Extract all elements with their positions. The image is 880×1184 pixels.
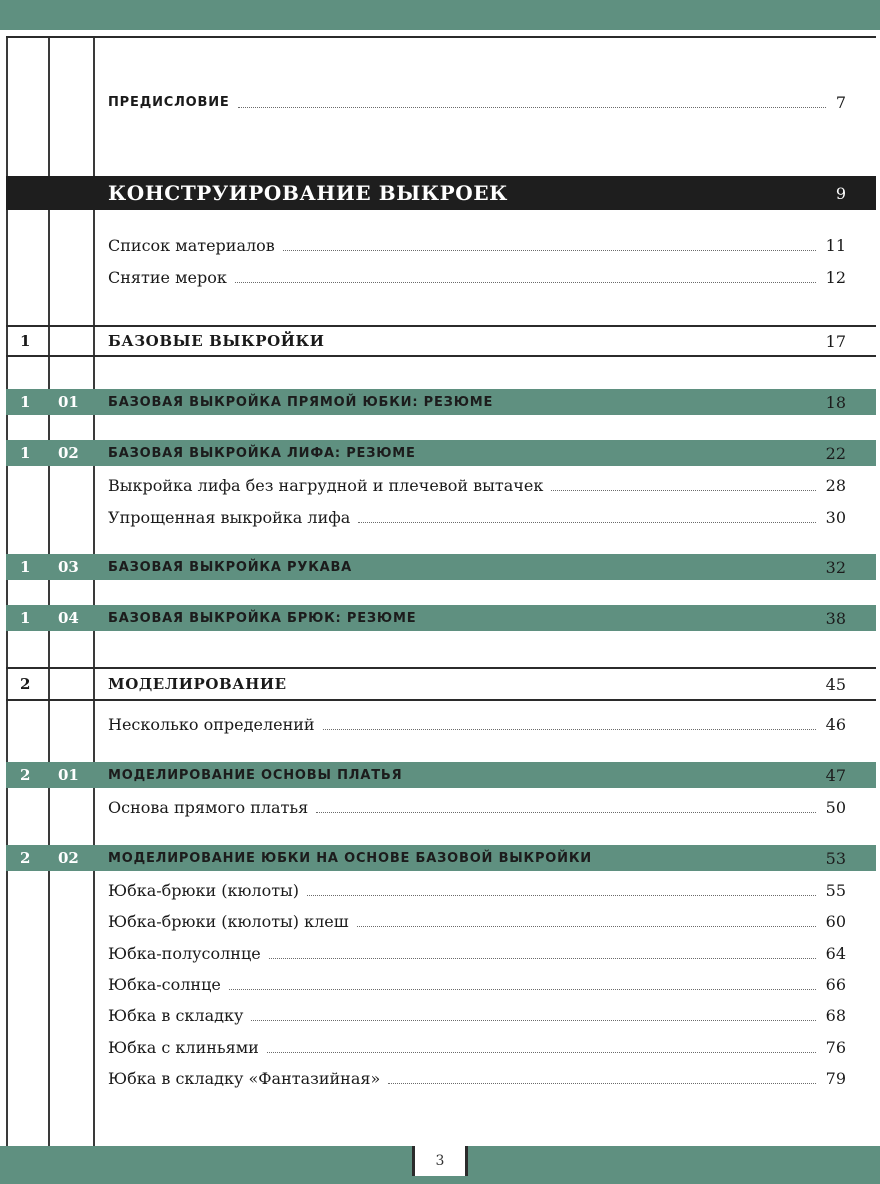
dot-leader — [316, 812, 815, 813]
toc-section-page: 18 — [825, 392, 846, 412]
toc-entry-page: 60 — [825, 911, 846, 931]
chapter-number: 1 — [20, 558, 31, 576]
dot-leader — [269, 958, 816, 959]
chapter-number: 2 — [20, 675, 31, 693]
toc-section-title: БАЗОВАЯ ВЫКРОЙКА РУКАВА — [108, 559, 353, 575]
toc-entry[interactable] — [6, 999, 876, 1031]
toc-chapter-heading[interactable] — [6, 667, 876, 701]
toc-entry-page: 28 — [825, 475, 846, 495]
toc-section-page: 32 — [825, 557, 846, 577]
toc-part-heading[interactable] — [6, 176, 876, 210]
chapter-number: 1 — [20, 609, 31, 627]
toc-entry[interactable] — [6, 501, 876, 533]
toc-chapter-heading[interactable] — [6, 325, 876, 357]
section-number: 02 — [58, 849, 79, 867]
top-color-band — [0, 0, 880, 30]
toc-entry-page: 12 — [825, 267, 846, 287]
toc-chapter-title: БАЗОВЫЕ ВЫКРОЙКИ — [108, 332, 325, 350]
toc-section-heading[interactable] — [6, 389, 876, 415]
toc-entry-label: Юбка-брюки (кюлоты) клеш — [108, 911, 349, 931]
toc-section-title: БАЗОВАЯ ВЫКРОЙКА ЛИФА: РЕЗЮМЕ — [108, 445, 416, 461]
toc-section-title: МОДЕЛИРОВАНИЕ ОСНОВЫ ПЛАТЬЯ — [108, 767, 403, 783]
dot-leader — [283, 250, 816, 251]
toc-entry-preface[interactable] — [6, 86, 876, 118]
toc-chapter-page: 17 — [825, 331, 846, 351]
toc-entry-label: Упрощенная выкройка лифа — [108, 507, 351, 527]
toc-part-page: 9 — [835, 183, 846, 203]
toc-entry[interactable] — [6, 1031, 876, 1063]
section-number: 02 — [58, 444, 79, 462]
dot-leader — [388, 1083, 815, 1084]
toc-entry-label: Юбка-полусолнце — [108, 943, 261, 963]
toc-section-title: МОДЕЛИРОВАНИЕ ЮБКИ НА ОСНОВЕ БАЗОВОЙ ВЫКРОЙКИ — [108, 850, 592, 866]
toc-section-page: 47 — [825, 765, 846, 785]
toc-entry[interactable] — [6, 874, 876, 906]
toc-section-heading[interactable] — [6, 762, 876, 788]
toc-section-title: БАЗОВАЯ ВЫКРОЙКА БРЮК: РЕЗЮМЕ — [108, 610, 417, 626]
toc-entry-page: 55 — [825, 880, 846, 900]
toc-entry-label: Снятие мерок — [108, 267, 227, 287]
chapter-number: 1 — [20, 393, 31, 411]
toc-entry-label: Юбка в складку «Фантазийная» — [108, 1068, 381, 1088]
toc-entry[interactable] — [6, 791, 876, 823]
toc-entry[interactable] — [6, 469, 876, 501]
dot-leader — [357, 926, 816, 927]
toc-entry-page: 46 — [825, 714, 846, 734]
toc-entry-label: Выкройка лифа без нагрудной и плечевой вытачек — [108, 475, 544, 495]
toc-entry-label: ПРЕДИСЛОВИЕ — [108, 94, 230, 110]
toc-section-heading[interactable] — [6, 440, 876, 466]
toc-entry-label: Юбка с клиньями — [108, 1037, 259, 1057]
toc-entry[interactable] — [6, 1062, 876, 1094]
section-number: 01 — [58, 393, 79, 411]
toc-entry-page: 66 — [825, 974, 846, 994]
toc-entry-page: 50 — [825, 797, 846, 817]
toc-entry-page: 7 — [835, 92, 846, 112]
toc-entry[interactable] — [6, 968, 876, 1000]
toc-entry-label: Юбка-брюки (кюлоты) — [108, 880, 300, 900]
toc-entry-page: 64 — [825, 943, 846, 963]
dot-leader — [235, 282, 816, 283]
dot-leader — [323, 729, 816, 730]
toc-part-title: КОНСТРУИРОВАНИЕ ВЫКРОЕК — [108, 181, 508, 205]
dot-leader — [358, 522, 815, 523]
toc-entry-page: 79 — [825, 1068, 846, 1088]
dot-leader — [267, 1052, 816, 1053]
chapter-number: 2 — [20, 766, 31, 784]
toc-chapter-page: 45 — [825, 674, 846, 694]
dot-leader — [251, 1020, 815, 1021]
chapter-number: 1 — [20, 332, 31, 350]
dot-leader — [238, 107, 826, 108]
dot-leader — [307, 895, 816, 896]
toc-entry-page: 68 — [825, 1005, 846, 1025]
toc-entry-label: Юбка в складку — [108, 1005, 244, 1025]
toc-entry-label: Список материалов — [108, 235, 275, 255]
toc-section-page: 38 — [825, 608, 846, 628]
toc-section-page: 22 — [825, 443, 846, 463]
toc-entry-page: 30 — [825, 507, 846, 527]
page-number: 3 — [412, 1146, 468, 1176]
toc-entry-label: Основа прямого платья — [108, 797, 309, 817]
toc-section-heading[interactable] — [6, 605, 876, 631]
toc-section-heading[interactable] — [6, 554, 876, 580]
toc-section-heading[interactable] — [6, 845, 876, 871]
toc-entry[interactable] — [6, 261, 876, 293]
toc-entry-label: Несколько определений — [108, 714, 315, 734]
chapter-number: 1 — [20, 444, 31, 462]
section-number: 01 — [58, 766, 79, 784]
section-number: 04 — [58, 609, 79, 627]
toc-entry-label: Юбка-солнце — [108, 974, 221, 994]
toc-entry-page: 76 — [825, 1037, 846, 1057]
toc-section-title: БАЗОВАЯ ВЫКРОЙКА ПРЯМОЙ ЮБКИ: РЕЗЮМЕ — [108, 394, 494, 410]
toc-entry[interactable] — [6, 905, 876, 937]
top-rule — [6, 36, 876, 38]
toc-section-page: 53 — [825, 848, 846, 868]
toc-entry[interactable] — [6, 937, 876, 969]
toc-chapter-title: МОДЕЛИРОВАНИЕ — [108, 675, 287, 693]
dot-leader — [551, 490, 815, 491]
toc-entry-page: 11 — [825, 235, 846, 255]
toc-entry[interactable] — [6, 708, 876, 740]
section-number: 03 — [58, 558, 79, 576]
dot-leader — [229, 989, 816, 990]
toc-entry[interactable] — [6, 229, 876, 261]
chapter-number: 2 — [20, 849, 31, 867]
